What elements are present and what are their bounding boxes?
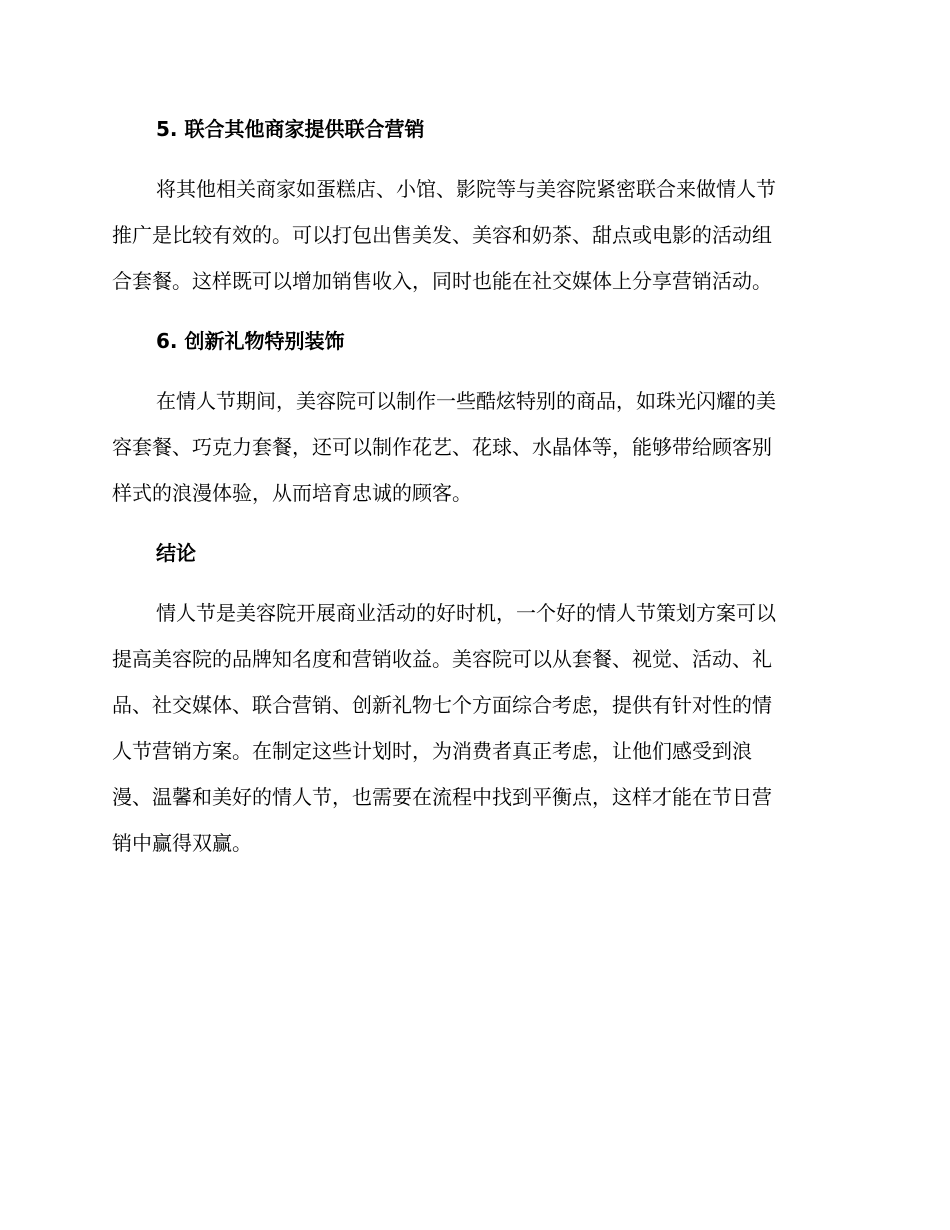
paragraph-line: 将其他相关商家如蛋糕店、小馆、影院等与美容院紧密联合来做情人节 [156,177,776,201]
paragraph-line: 在情人节期间，美容院可以制作一些酷炫特别的商品，如珠光闪耀的美 [156,389,776,413]
section-paragraph-6 [112,378,830,516]
document-body [112,113,830,866]
paragraph-line: 合套餐。这样既可以增加销售收入，同时也能在社交媒体上分享营销活动。 [112,269,772,293]
section-heading-5: 5. 联合其他商家提供联合营销 [156,117,425,141]
paragraph-line: 容套餐、巧克力套餐，还可以制作花艺、花球、水晶体等，能够带给顾客别 [112,435,772,459]
paragraph-line: 漫、温馨和美好的情人节，也需要在流程中找到平衡点，这样才能在节日营 [112,785,772,809]
section-paragraph-5 [112,166,830,304]
paragraph-line: 人节营销方案。在制定这些计划时，为消费者真正考虑，让他们感受到浪 [112,739,752,763]
conclusion-heading: 结论 [156,541,196,565]
paragraph-line: 情人节是美容院开展商业活动的好时机，一个好的情人节策划方案可以 [156,601,776,625]
paragraph-line: 销中赢得双赢。 [112,831,252,855]
paragraph-line: 样式的浪漫体验，从而培育忠诚的顾客。 [112,481,472,505]
conclusion-paragraph [112,590,830,866]
paragraph-line: 推广是比较有效的。可以打包出售美发、美容和奶茶、甜点或电影的活动组 [112,223,772,247]
paragraph-line: 提高美容院的品牌知名度和营销收益。美容院可以从套餐、视觉、活动、礼 [112,647,772,671]
paragraph-line: 品、社交媒体、联合营销、创新礼物七个方面综合考虑，提供有针对性的情 [112,693,772,717]
section-heading-6: 6. 创新礼物特别装饰 [156,329,345,353]
